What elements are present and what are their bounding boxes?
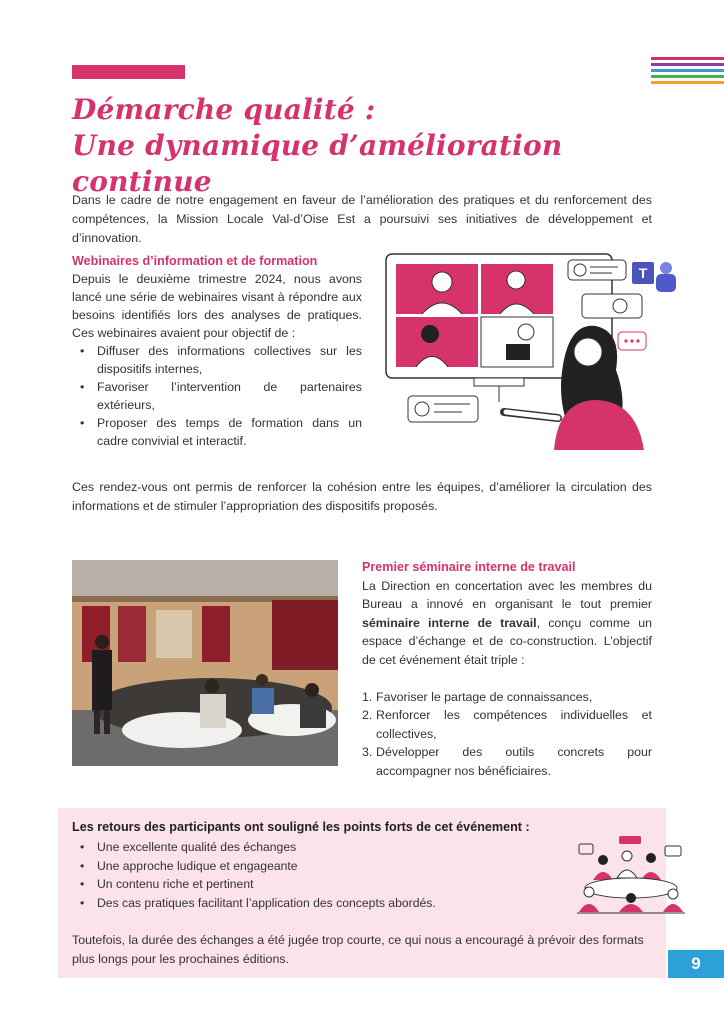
page-title-line-1: Démarche qualité : (72, 93, 376, 126)
stripe-purple (651, 63, 724, 66)
list-item: • Favoriser l’intervention de partenaires extérieurs, (72, 378, 362, 414)
list-item: • Diffuser des informations collectives sur les dispositifs internes, (72, 342, 362, 378)
list-item-text: Renforcer les compétences individuelles et collectives, (376, 708, 652, 741)
stripe-green (651, 75, 724, 78)
stripe-blue (651, 69, 724, 72)
webinaires-section (72, 252, 362, 450)
seminaire-objectives-list (362, 688, 652, 781)
list-item-text: Favoriser le partage de connaissances, (376, 689, 593, 704)
seminaire-section (362, 558, 652, 781)
seminar-photo (72, 560, 338, 766)
seminaire-text-part-2: , conçu comme un espace d’échange et de co-construction. L’objectif de cet événement était triple : (362, 615, 652, 667)
list-item-text: Développer des outils concrets pour accompagner nos bénéficiaires. (376, 745, 652, 778)
list-item-number: 1. (362, 689, 373, 704)
teams-logo-icon (632, 262, 676, 292)
webinaires-list (72, 342, 362, 450)
list-item-number: 3. (362, 745, 373, 760)
stripe-orange (651, 81, 724, 84)
svg-text:T: T (638, 265, 648, 281)
list-item (362, 688, 652, 707)
webinaires-text: Depuis le deuxième trimestre 2024, nous avons lancé une série de webinaires visant à répondre aux besoins identifiés lors des analyses de pratiques. Ces webinaires avaient pour objectif de : (72, 272, 362, 340)
list-item: • Proposer des temps de formation dans un cadre convivial et interactif. (72, 414, 362, 450)
color-stripes (651, 57, 724, 87)
seminaire-text-bold: séminaire interne de travail (362, 615, 537, 630)
list-item: • Une excellente qualité des échanges (72, 838, 436, 857)
list-item: • Un contenu riche et pertinent (72, 875, 436, 894)
list-item: • Des cas pratiques facilitant l’application des concepts abordés. (72, 894, 436, 913)
team-meeting-icon (575, 834, 687, 914)
list-item-number: 2. (362, 708, 373, 723)
list-item (362, 706, 652, 743)
webinaires-heading: Webinaires d’information et de formation (72, 254, 318, 268)
list-item: • Une approche ludique et engageante (72, 857, 436, 876)
page-title (72, 92, 672, 200)
seminaire-text-part-1: La Direction en concertation avec les membres du Bureau a innové en organisant le tout premier (362, 578, 652, 612)
feedback-box (58, 808, 666, 978)
stripe-pink (651, 57, 724, 60)
feedback-heading: Les retours des participants ont souligné les points forts de cet événement : (72, 820, 530, 834)
list-item (362, 743, 652, 780)
top-accent-bar (72, 65, 185, 79)
video-conference-illustration (382, 252, 678, 450)
page-title-line-2: Une dynamique d’amélioration continue (72, 129, 563, 198)
intro-paragraph: Dans le cadre de notre engagement en faveur de l’amélioration des pratiques et du renforcement des compétences, la Mission Locale Val-d’Oise Est a poursuivi ses initiatives de développement et d’innovation. (72, 193, 652, 245)
outro-paragraph: Ces rendez-vous ont permis de renforcer la cohésion entre les équipes, d’améliorer la circulation des informations et de stimuler l’appropriation des dispositifs proposés. (72, 480, 652, 513)
page-number: 9 (668, 950, 724, 978)
feedback-conclusion: Toutefois, la durée des échanges a été jugée trop courte, ce qui nous a encouragé à prévoir des formats plus longs pour les prochaines éditions. (72, 933, 644, 966)
feedback-list (72, 838, 436, 912)
seminaire-heading: Premier séminaire interne de travail (362, 560, 576, 574)
seminaire-text (362, 577, 652, 670)
